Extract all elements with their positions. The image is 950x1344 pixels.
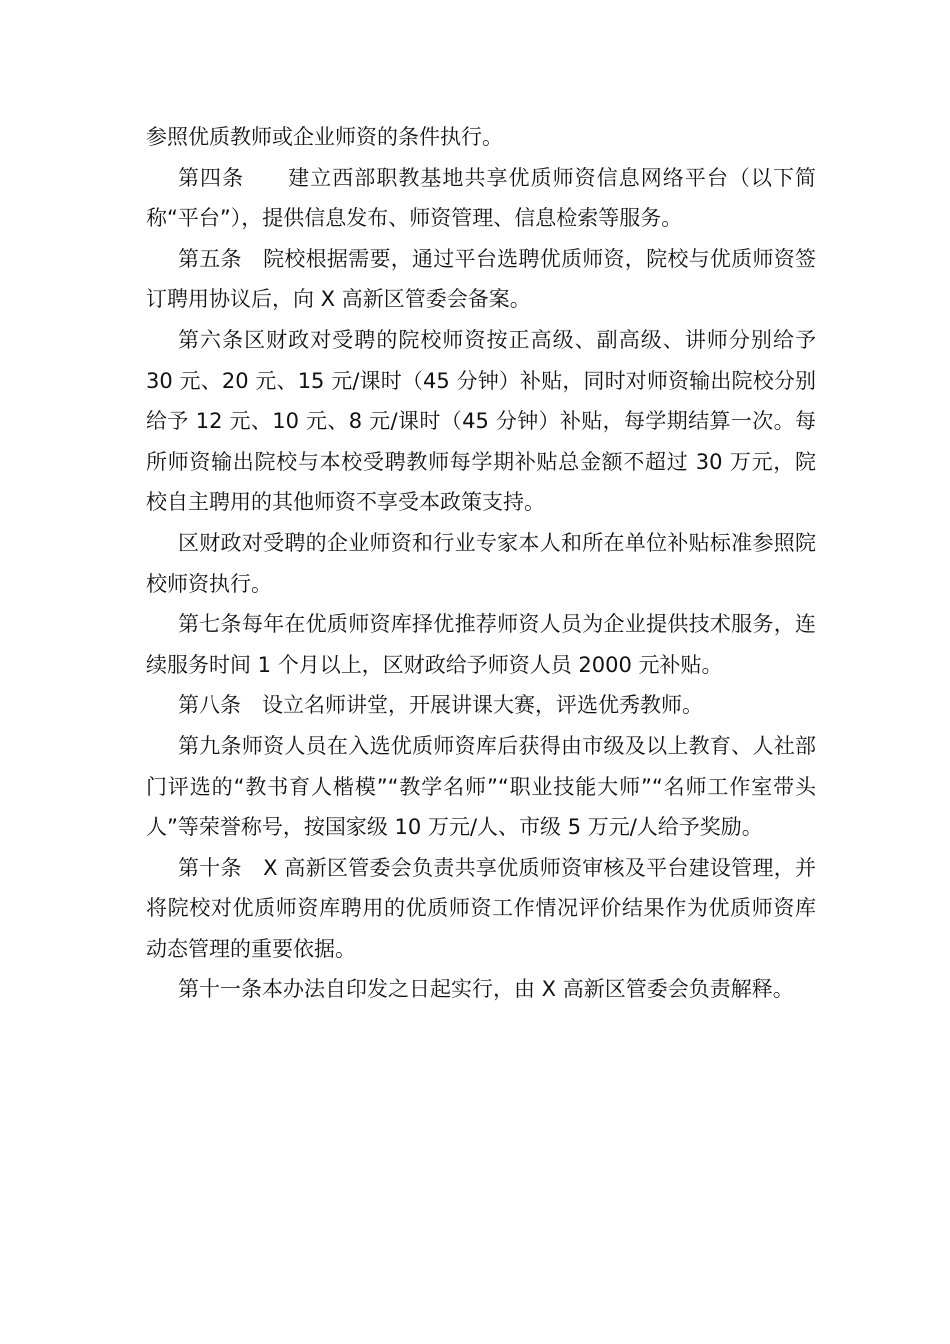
- document-body: [146, 117, 816, 1010]
- paragraph-article-10: 第十条 X 高新区管委会负责共享优质师资审核及平台建设管理，并将院校对优质师资库聘用的优质师资工作情况评价结果作为优质师资库动态管理的重要依据。: [146, 855, 816, 961]
- paragraph-continuation: 参照优质教师或企业师资的条件执行。: [146, 125, 503, 149]
- paragraph-article-11: 第十一条本办法自印发之日起实行，由 X 高新区管委会负责解释。: [178, 977, 794, 1002]
- paragraph-article-5: 第五条 院校根据需要，通过平台选聘优质师资，院校与优质师资签订聘用协议后，向 X 高新区管委会备案。: [146, 246, 816, 312]
- paragraph-article-9: 第九条师资人员在入选优质师资库后获得由市级及以上教育、人社部门评选的“教书育人楷模”“教学名师”“职业技能大师”“名师工作室带头人”等荣誉称号，按国家级 10 万元/人、市级 5 万元/人给予奖励。: [146, 733, 816, 840]
- paragraph-article-4: 第四条 建立西部职教基地共享优质师资信息网络平台（以下简称“平台”），提供信息发布、师资管理、信息检索等服务。: [146, 165, 816, 231]
- paragraph-article-8: 第八条 设立名师讲堂，开展讲课大赛，评选优秀教师。: [178, 693, 703, 718]
- paragraph-article-6-supplement: 区财政对受聘的企业师资和行业专家本人和所在单位补贴标准参照院校师资执行。: [146, 530, 816, 596]
- paragraph-article-7: 第七条每年在优质师资库择优推荐师资人员为企业提供技术服务，连续服务时间 1 个月以上，区财政给予师资人员 2000 元补贴。: [146, 612, 816, 677]
- paragraph-article-6: 第六条区财政对受聘的院校师资按正高级、副高级、讲师分别给予 30 元、20 元、15 元/课时（45 分钟）补贴，同时对师资输出院校分别给予 12 元、10 元、8 元/课时（45 分钟）补贴，每学期结算一次。每所师资输出院校与本校受聘教师每学期补贴总金额不超过 30 万元，院校自主聘用的其他师资不享受本政策支持。: [146, 327, 816, 515]
